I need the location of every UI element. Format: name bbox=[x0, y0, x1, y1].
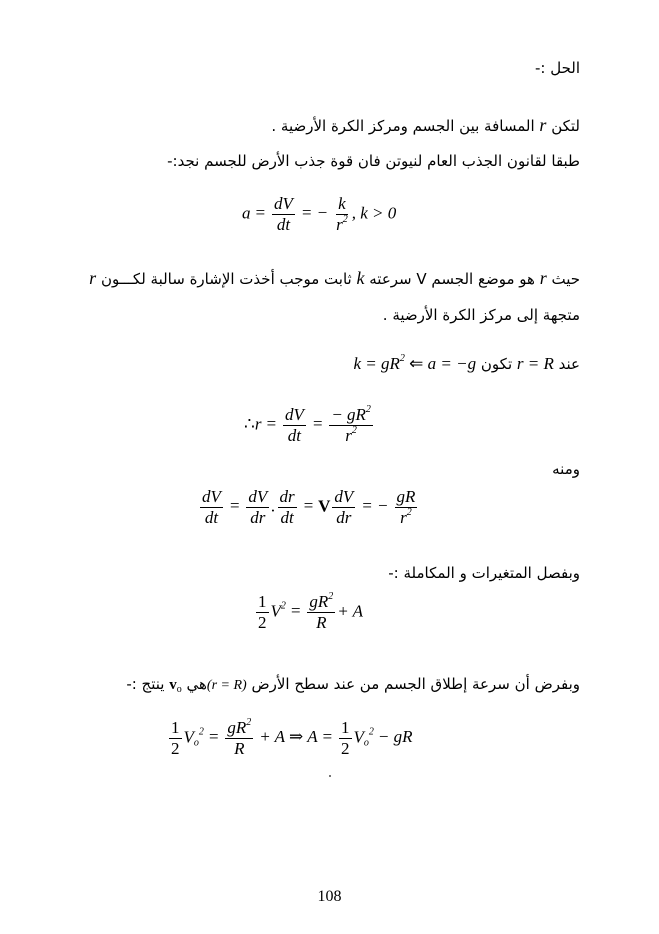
eq3-n5: gR bbox=[396, 487, 416, 506]
eq2-r: r bbox=[254, 414, 262, 434]
equation-chain-rule bbox=[198, 487, 419, 528]
eq5-frac-half2 bbox=[339, 718, 352, 759]
eq2-num2-wrap bbox=[329, 405, 373, 426]
eq2-frac-gr2-r2 bbox=[329, 405, 373, 446]
equation-acceleration bbox=[242, 194, 396, 235]
eq3-d5: r bbox=[400, 508, 407, 527]
eq4-equals: = bbox=[289, 601, 302, 621]
eq3-d1: dt bbox=[204, 508, 219, 527]
eq3-n4: dV bbox=[334, 487, 354, 506]
scan-speck bbox=[329, 775, 331, 777]
eq2-num2-exp: 2 bbox=[365, 404, 371, 415]
eq2-den2-wrap bbox=[343, 426, 359, 446]
eq5-frac-half1 bbox=[169, 718, 182, 759]
eq2-equals2: = bbox=[311, 414, 324, 434]
eq1-equals: = bbox=[254, 203, 266, 223]
eq4-den: R bbox=[316, 613, 327, 632]
eq5-d1: 2 bbox=[171, 739, 180, 758]
eq3-frac4 bbox=[332, 487, 355, 528]
eq1-equals-minus: = − bbox=[300, 203, 329, 223]
eq5-equals: = bbox=[207, 727, 220, 747]
eq5-V1: V bbox=[183, 727, 194, 747]
paragraph-launch-speed bbox=[126, 674, 580, 696]
p1-text-b: المسافة بين الجسم ومركز الكرة الأرضية . bbox=[271, 117, 540, 135]
eq3-d2: dr bbox=[250, 508, 266, 527]
equation-constant-A bbox=[167, 718, 417, 759]
eq1-num2: k bbox=[338, 194, 346, 213]
eq3-frac5 bbox=[395, 487, 418, 528]
eq5-num: gR bbox=[227, 718, 247, 737]
eq5-V2: V bbox=[353, 727, 364, 747]
eq4-frac-gr2-r bbox=[307, 592, 335, 633]
eq3-eq1: = bbox=[228, 496, 241, 516]
eq5-num-exp: 2 bbox=[246, 717, 252, 728]
eq1-den2: r bbox=[336, 215, 343, 234]
eq1-tail: , k > 0 bbox=[351, 203, 397, 223]
eq3-d5-exp: 2 bbox=[406, 507, 412, 518]
eq3-frac2 bbox=[246, 487, 269, 528]
p8-cond: (r = R) bbox=[206, 678, 247, 693]
eq4-tail: + A bbox=[337, 601, 364, 621]
p1-text-a: لتكن bbox=[546, 117, 580, 135]
eq3-d4: dr bbox=[336, 508, 352, 527]
paragraph-definition-r bbox=[271, 115, 580, 136]
eq5-frac-gr2-r bbox=[225, 718, 253, 759]
eq1-den1: dt bbox=[276, 215, 291, 234]
equation-therefore bbox=[244, 405, 375, 446]
p3-text-c: ثابت موجب أخذت الإشارة سالبة لكـــون bbox=[96, 270, 357, 288]
eq5-d2: 2 bbox=[341, 739, 350, 758]
eq2-num2: − gR bbox=[331, 405, 366, 424]
eq1-frac-dv-dt bbox=[272, 194, 295, 235]
eq1-den2-wrap bbox=[334, 215, 350, 235]
p5-text-a: عند bbox=[553, 355, 580, 373]
equation-integrated bbox=[254, 592, 363, 633]
eq4-n: 1 bbox=[258, 592, 267, 611]
p3-var-k: k bbox=[356, 268, 365, 288]
paragraph-where bbox=[89, 268, 580, 289]
eq1-lhs: a bbox=[242, 203, 251, 223]
eq2-den2-exp: 2 bbox=[351, 425, 357, 436]
eq1-num1: dV bbox=[273, 194, 293, 213]
paragraph-hence: ومنه bbox=[552, 460, 580, 478]
eq4-num-wrap bbox=[307, 592, 335, 613]
eq2-num1: dV bbox=[284, 405, 304, 424]
eq2-equals1: = bbox=[265, 414, 277, 434]
page-number: 108 bbox=[317, 888, 342, 905]
eq1-den2-exp: 2 bbox=[342, 214, 348, 225]
eq4-num-exp: 2 bbox=[328, 591, 334, 602]
eq3-d3: dt bbox=[280, 508, 294, 527]
p8-text-a: وبفرض أن سرعة إطلاق الجسم من عند سطح الأرض bbox=[246, 675, 580, 693]
p8-text-c: ينتج :- bbox=[126, 675, 170, 693]
p5-text-b: تكون bbox=[476, 355, 517, 373]
eq2-frac-dv-dt bbox=[283, 405, 306, 446]
eq5-tail: − gR bbox=[377, 727, 413, 747]
paragraph-separation: وبفصل المتغيرات و المكاملة :- bbox=[388, 564, 580, 582]
eq5-n2: 1 bbox=[341, 718, 350, 737]
p5-arrow: ⇐ bbox=[409, 354, 424, 373]
eq5-mid: + A ⇒ A = bbox=[259, 727, 333, 747]
p3-text-a: حيث bbox=[546, 270, 580, 288]
eq5-n1: 1 bbox=[171, 718, 180, 737]
p5-m2-exp: 2 bbox=[399, 353, 405, 364]
p5-cond: r = R bbox=[516, 354, 554, 373]
eq2-therefore: ∴ bbox=[244, 414, 255, 434]
eq3-dot: . bbox=[271, 496, 276, 516]
eq5-V2-sub: o bbox=[363, 737, 369, 749]
eq5-num-wrap bbox=[225, 718, 253, 739]
section-heading: الحل :- bbox=[534, 59, 580, 77]
eq3-V: V bbox=[318, 496, 331, 516]
eq3-frac3 bbox=[278, 487, 297, 528]
eq2-den1: dt bbox=[287, 426, 301, 445]
eq3-n3: dr bbox=[279, 487, 295, 506]
p5-m1: a = −g bbox=[427, 354, 477, 373]
eq5-V1-exp: 2 bbox=[198, 726, 204, 738]
eq4-V-exp: 2 bbox=[280, 600, 286, 612]
p8-v-letter: v bbox=[169, 677, 177, 693]
eq4-num: gR bbox=[309, 592, 329, 611]
eq4-d: 2 bbox=[258, 613, 267, 632]
eq2-den2: r bbox=[345, 426, 352, 445]
p5-math bbox=[354, 354, 477, 373]
eq3-eq3: = − bbox=[361, 496, 389, 516]
p3-text-b: هو موضع الجسم V سرعته bbox=[364, 270, 540, 288]
paragraph-gravitation-law: طبقا لقانون الجذب العام لنيوتن فان قوة جذب الأرض للجسم نجد:- bbox=[167, 152, 580, 170]
eq3-eq2: = bbox=[302, 496, 315, 516]
p1-var-r: r bbox=[539, 115, 547, 135]
p8-text-b: هي bbox=[181, 675, 207, 693]
p3-var-r2: r bbox=[89, 268, 97, 288]
p3-var-r1: r bbox=[539, 268, 547, 288]
eq3-n2: dV bbox=[248, 487, 268, 506]
eq3-d5-wrap bbox=[398, 508, 414, 528]
eq5-den: R bbox=[234, 739, 245, 758]
eq5-V1-sub: o bbox=[193, 737, 199, 749]
paragraph-direction: متجهة إلى مركز الكرة الأرضية . bbox=[382, 306, 580, 324]
eq5-V2-exp: 2 bbox=[368, 726, 374, 738]
p8-v-sub: o bbox=[176, 684, 182, 695]
eq1-frac-k-r2 bbox=[334, 194, 350, 235]
paragraph-at-surface bbox=[354, 354, 580, 374]
p8-v bbox=[169, 677, 182, 693]
eq4-V: V bbox=[270, 601, 281, 621]
p5-m2: k = gR bbox=[353, 354, 400, 373]
eq3-n1: dV bbox=[202, 487, 221, 506]
eq4-frac-half bbox=[256, 592, 269, 633]
eq3-frac1 bbox=[200, 487, 223, 528]
